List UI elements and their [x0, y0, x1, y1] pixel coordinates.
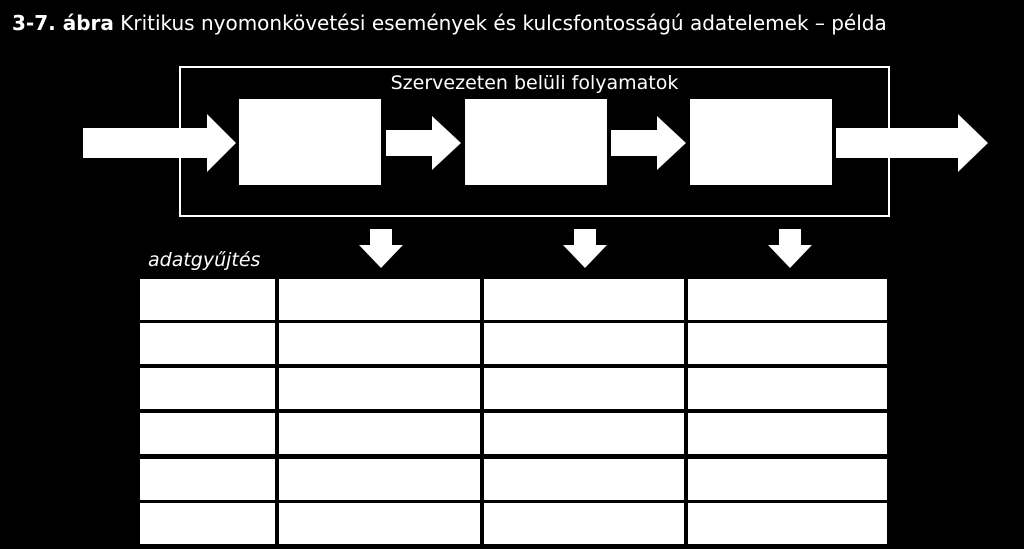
input-arrow [83, 114, 236, 172]
table-cell-r4-c2 [279, 413, 480, 454]
table-cell-r2-c4 [688, 323, 887, 364]
process-label: Szervezeten belüli folyamatok [390, 72, 679, 94]
flow-arrow-1 [386, 116, 461, 170]
down-arrow-1 [359, 229, 403, 268]
table-cell-r4-c3 [484, 413, 684, 454]
table-cell-r2-c3 [484, 323, 684, 364]
table-cell-r1-c2 [279, 279, 480, 320]
table-cell-r6-c4 [688, 503, 887, 544]
flow-arrow-2 [611, 116, 686, 170]
table-cell-r6-c3 [484, 503, 684, 544]
table-cell-r2-c2 [279, 323, 480, 364]
data-collection-label: adatgyűjtés [148, 249, 261, 271]
table-cell-r1-c1 [140, 279, 275, 320]
table-cell-r2-c1 [140, 323, 275, 364]
table-cell-r5-c2 [279, 459, 480, 500]
table-cell-r6-c1 [140, 503, 275, 544]
table-cell-r4-c1 [140, 413, 275, 454]
table-cell-r6-c2 [279, 503, 480, 544]
table-cell-r1-c4 [688, 279, 887, 320]
table-cell-r5-c3 [484, 459, 684, 500]
table-cell-r3-c4 [688, 368, 887, 409]
table-cell-r4-c4 [688, 413, 887, 454]
table-cell-r3-c3 [484, 368, 684, 409]
figure-number: 3-7. ábra [12, 11, 114, 35]
table-cell-r3-c2 [279, 368, 480, 409]
table-cell-r3-c1 [140, 368, 275, 409]
down-arrow-3 [768, 229, 812, 268]
output-arrow [836, 114, 988, 172]
table-cell-r5-c1 [140, 459, 275, 500]
figure-caption: Kritikus nyomonkövetési események és kulcsfontosságú adatelemek – példa [120, 11, 887, 35]
table-cell-r5-c4 [688, 459, 887, 500]
table-cell-r1-c3 [484, 279, 684, 320]
down-arrow-2 [563, 229, 607, 268]
